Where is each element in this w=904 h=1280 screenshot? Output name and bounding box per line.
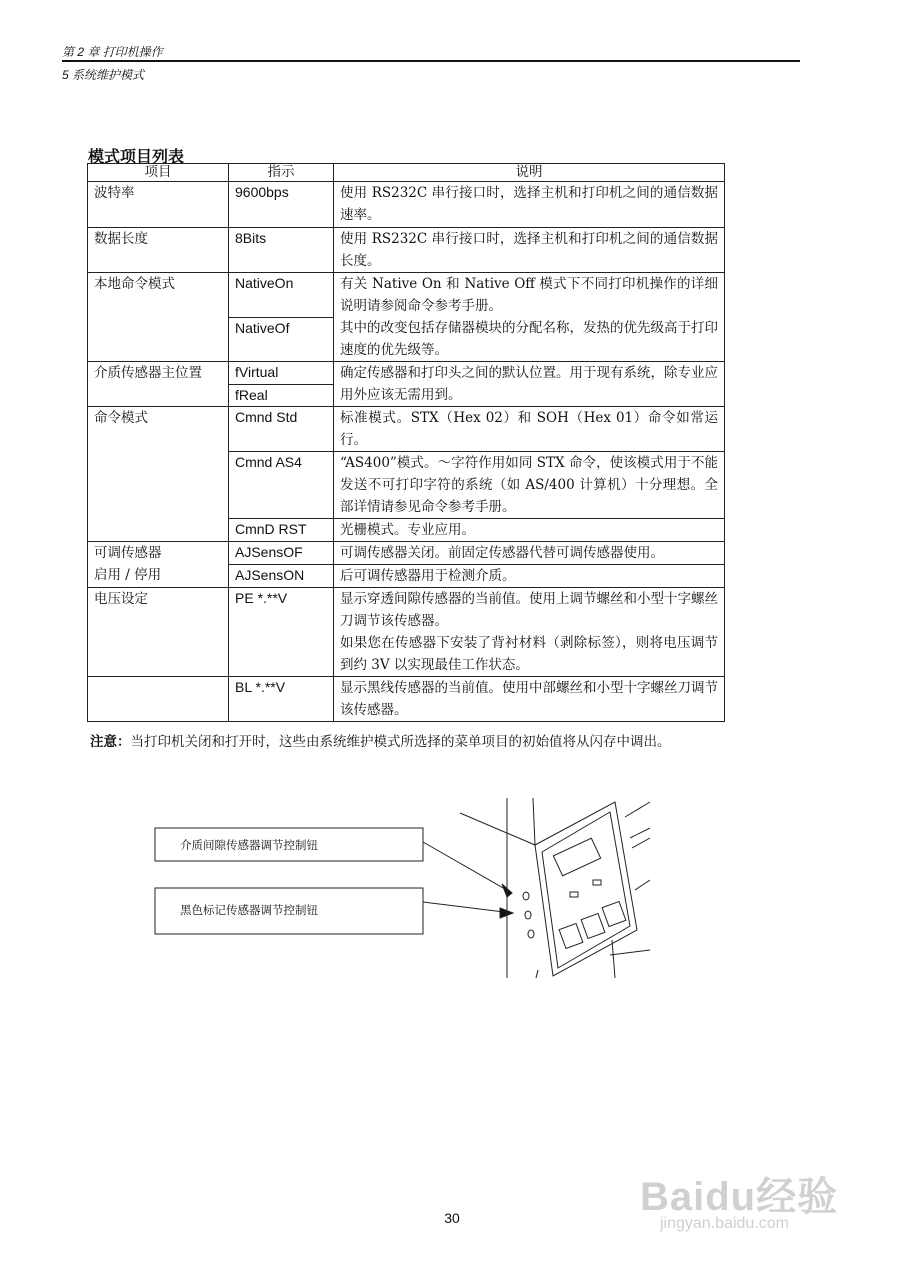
- code-cell: fVirtual: [229, 362, 334, 385]
- table-row: [88, 588, 725, 677]
- table-row: [88, 542, 725, 565]
- item-cell: [88, 677, 229, 722]
- code-cell: 8Bits: [229, 228, 334, 273]
- item-cell: 本地命令模式: [88, 273, 229, 362]
- desc-para: 如果您在传感器下安装了背衬材料（剥除标签），则将电压调节到约 3V 以实现最佳工作状态。: [340, 635, 718, 673]
- chapter-header: 第 2 章 打印机操作: [62, 45, 163, 59]
- page-number: 30: [444, 1210, 460, 1226]
- col-code: 指示: [229, 164, 334, 182]
- col-item: 项目: [88, 164, 229, 182]
- code-cell: BL *.**V: [229, 677, 334, 722]
- table-row: [88, 273, 725, 318]
- mode-items-table: [87, 163, 725, 722]
- table-header-row: [88, 164, 725, 182]
- note: [90, 730, 671, 750]
- item-cell: [88, 542, 229, 588]
- code-cell: CmnD RST: [229, 519, 334, 542]
- code-cell: Cmnd Std: [229, 407, 334, 452]
- printer-panel-illustration: [150, 780, 670, 990]
- col-desc: 说明: [334, 164, 725, 182]
- code-cell: fReal: [229, 385, 334, 407]
- item-cell: 介质传感器主位置: [88, 362, 229, 407]
- desc-para: 有关 Native On 和 Native Off 模式下不同打印机操作的详细说明请参阅命令参考手册。: [340, 276, 718, 314]
- item-line: 可调传感器: [94, 545, 162, 561]
- table-row: [88, 228, 725, 273]
- desc-para: 其中的改变包括存储器模块的分配名称，发热的优先级高于打印速度的优先级等。: [340, 320, 718, 358]
- desc-cell: 可调传感器关闭。前固定传感器代替可调传感器使用。: [334, 542, 725, 565]
- black-mark-sensor-knob-label: 黑色标记传感器调节控制钮: [180, 903, 318, 917]
- desc-cell: 显示黑线传感器的当前值。使用中部螺丝和小型十字螺丝刀调节该传感器。: [334, 677, 725, 722]
- code-cell: NativeOn: [229, 273, 334, 318]
- code-cell: NativeOf: [229, 317, 334, 362]
- desc-cell: “AS400”模式。～字符作用如同 STX 命令，使该模式用于不能发送不可打印字符的系统（如 AS/400 计算机）十分理想。全部详情请参见命令参考手册。: [334, 452, 725, 519]
- code-cell: 9600bps: [229, 182, 334, 228]
- desc-cell: [334, 273, 725, 362]
- desc-cell: 标准模式。STX（Hex 02）和 SOH（Hex 01）命令如常运行。: [334, 407, 725, 452]
- table-row: [88, 407, 725, 452]
- section-header: 5 系统维护模式: [62, 68, 145, 82]
- table-row: [88, 677, 725, 722]
- desc-cell: 后可调传感器用于检测介质。: [334, 565, 725, 588]
- item-line: 启用 / 停用: [94, 567, 162, 583]
- table-row: [88, 182, 725, 228]
- code-cell: Cmnd AS4: [229, 452, 334, 519]
- printer-diagram: [150, 780, 670, 990]
- header-rule: [62, 60, 800, 62]
- desc-cell: [334, 588, 725, 677]
- item-cell: 波特率: [88, 182, 229, 228]
- item-cell: 电压设定: [88, 588, 229, 677]
- note-text: 当打印机关闭和打开时，这些由系统维护模式所选择的菜单项目的初始值将从闪存中调出。: [130, 734, 671, 750]
- table-title: 模式项目列表: [88, 149, 185, 166]
- desc-cell: 使用 RS232C 串行接口时，选择主机和打印机之间的通信数据长度。: [334, 228, 725, 273]
- watermark-url: jingyan.baidu.com: [660, 1215, 789, 1232]
- item-cell: 命令模式: [88, 407, 229, 542]
- item-cell: 数据长度: [88, 228, 229, 273]
- code-cell: PE *.**V: [229, 588, 334, 677]
- watermark-logo: Baidu经验: [640, 1175, 839, 1219]
- desc-cell: 光栅模式。专业应用。: [334, 519, 725, 542]
- desc-cell: 使用 RS232C 串行接口时，选择主机和打印机之间的通信数据速率。: [334, 182, 725, 228]
- desc-para: 显示穿透间隙传感器的当前值。使用上调节螺丝和小型十字螺丝刀调节该传感器。: [340, 591, 718, 629]
- note-label: 注意：: [90, 734, 131, 750]
- code-cell: AJSensON: [229, 565, 334, 588]
- table-row: [88, 362, 725, 385]
- code-cell: AJSensOF: [229, 542, 334, 565]
- desc-cell: 确定传感器和打印头之间的默认位置。用于现有系统，除专业应用外应该无需用到。: [334, 362, 725, 407]
- gap-sensor-knob-label: 介质间隙传感器调节控制钮: [180, 838, 318, 852]
